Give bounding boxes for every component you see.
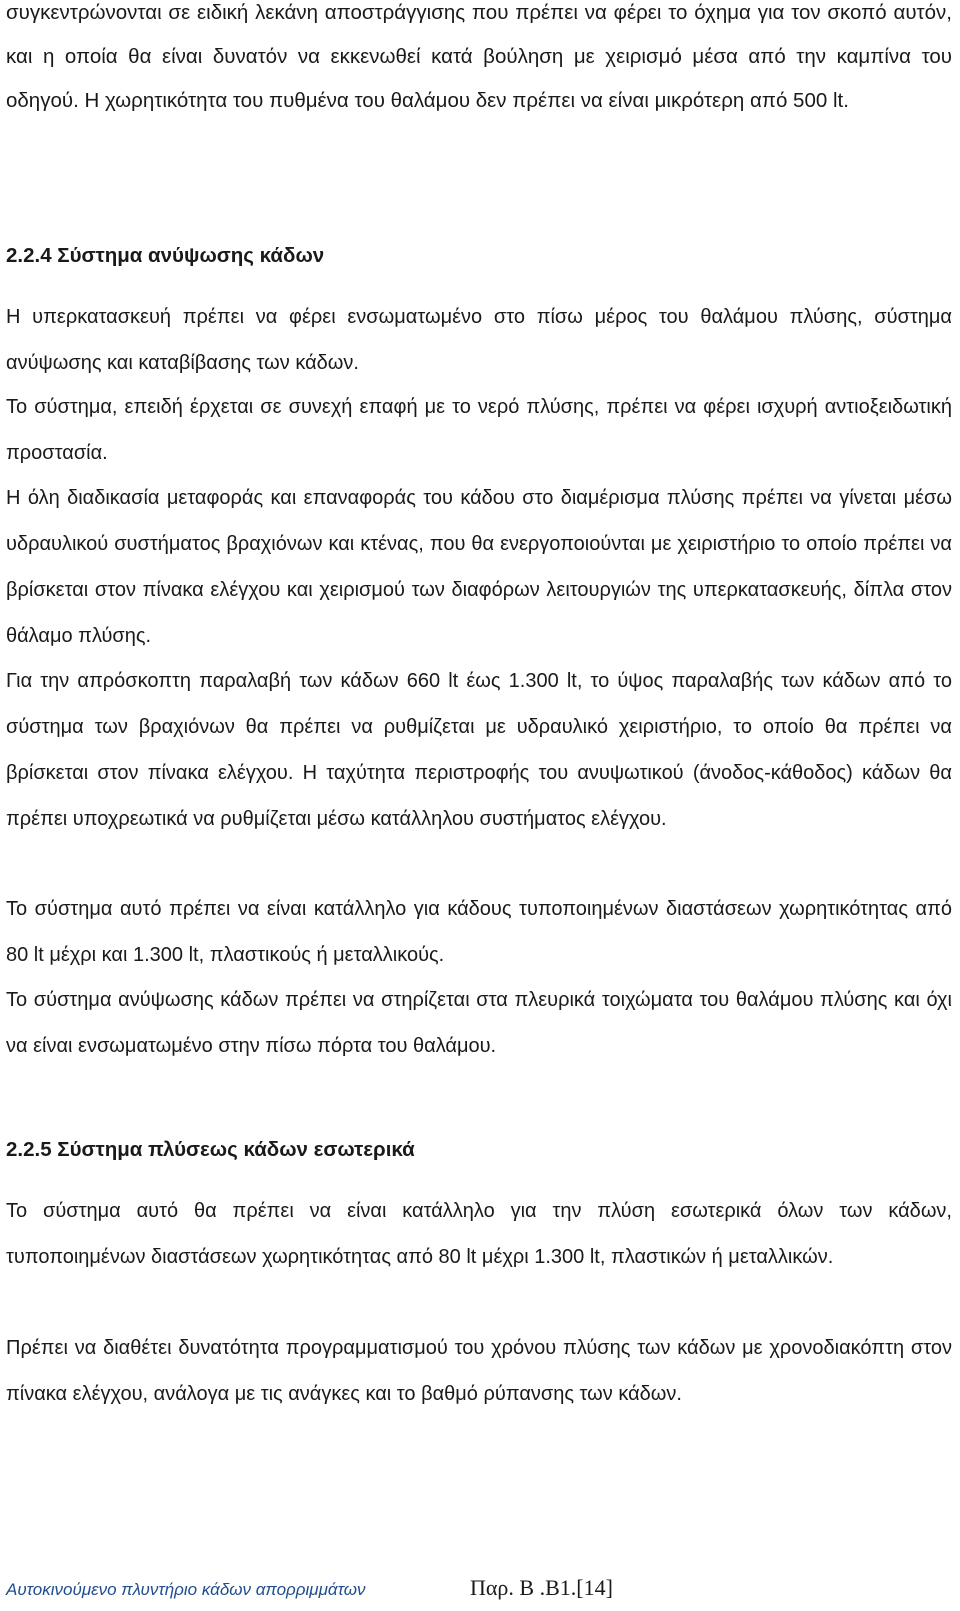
section-224-paragraph: Το σύστημα αυτό πρέπει να είναι κατάλληλο για κάδους τυποποιημένων διαστάσεων χωρητικότητας από 80 lt μέχρι και 1.300 lt, πλαστικούς ή μεταλλικούς. (6, 898, 952, 966)
section-225-paragraph: Το σύστημα αυτό θα πρέπει να είναι κατάλληλο για την πλύση εσωτερικά όλων των κάδων, τυποποιημένων διαστάσεων χωρητικότητας από 80 lt μέχρι 1.300 lt, πλαστικών ή μεταλλικών. (6, 1200, 952, 1268)
section-224-paragraph: Η όλη διαδικασία μεταφοράς και επαναφοράς του κάδου στο διαμέρισμα πλύσης πρέπει να γίνεται μέσω υδραυλικού συστήματος βραχιόνων και κτένας, που θα ενεργοποιούνται με χειριστήριο το οποίο πρέπει να βρίσκεται στον πίνακα ελέγχου και χειρισμού των διαφόρων λειτουργιών της υπερκατασκευής, δίπλα στον θάλαμο πλύσης. (6, 487, 952, 647)
footer-divider (6, 1572, 436, 1573)
footer-page-reference: Παρ. Β .Β1.[14] (470, 1575, 613, 1600)
section-225-heading: 2.2.5 Σύστημα πλύσεως κάδων εσωτερικά (6, 1138, 415, 1161)
intro-paragraph: συγκεντρώνονται σε ειδική λεκάνη αποστράγγισης που πρέπει να φέρει το όχημα για τον σκοπό αυτόν, και η οποία θα είναι δυνατόν να εκκενωθεί κατά βούληση με χειρισμό μέσα από την καμπίνα του οδηγού. Η χωρητικότητα του πυθμένα του θαλάμου δεν πρέπει να είναι μικρότερη από 500 lt. (6, 1, 952, 112)
section-224-paragraph: Η υπερκατασκευή πρέπει να φέρει ενσωματωμένο στο πίσω μέρος του θαλάμου πλύσης, σύστημα ανύψωσης και καταβίβασης των κάδων. (6, 306, 952, 374)
section-225-paragraph: Πρέπει να διαθέτει δυνατότητα προγραμματισμού του χρόνου πλύσης των κάδων με χρονοδιακόπτη στον πίνακα ελέγχου, ανάλογα με τις ανάγκες και το βαθμό ρύπανσης των κάδων. (6, 1337, 952, 1405)
footer-title: Αυτοκινούμενο πλυντήριο κάδων απορριμμάτων (6, 1580, 366, 1599)
section-224-paragraph: Για την απρόσκοπτη παραλαβή των κάδων 660 lt έως 1.300 lt, το ύψος παραλαβής των κάδων από το σύστημα των βραχιόνων θα πρέπει να ρυθμίζεται με υδραυλικό χειριστήριο, το οποίο θα πρέπει να βρίσκεται στον πίνακα ελέγχου. Η ταχύτητα περιστροφής του ανυψωτικού (άνοδος-κάθοδος) κάδων θα πρέπει υποχρεωτικά να ρυθμίζεται μέσω κατάλληλου συστήματος ελέγχου. (6, 670, 952, 830)
section-224-paragraph: Το σύστημα, επειδή έρχεται σε συνεχή επαφή με το νερό πλύσης, πρέπει να φέρει ισχυρή αντιοξειδωτική προστασία. (6, 396, 952, 464)
section-224-paragraph: Το σύστημα ανύψωσης κάδων πρέπει να στηρίζεται στα πλευρικά τοιχώματα του θαλάμου πλύσης και όχι να είναι ενσωματωμένο στην πίσω πόρτα του θαλάμου. (6, 989, 952, 1057)
section-224-heading: 2.2.4 Σύστημα ανύψωσης κάδων (6, 244, 325, 267)
